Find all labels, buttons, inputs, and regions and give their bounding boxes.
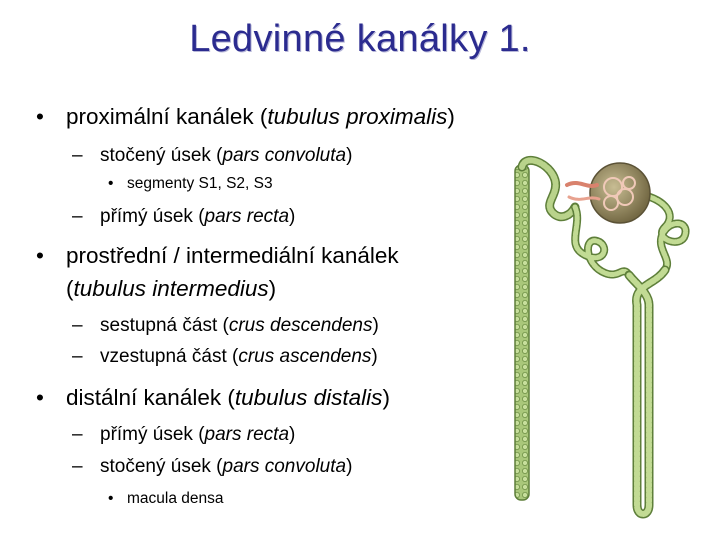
- dash-marker: –: [72, 315, 83, 336]
- dash-marker: –: [72, 145, 83, 166]
- bullet-proximal-recta: – přímý úsek (pars recta): [72, 206, 296, 227]
- bullet-segments: • segmenty S1, S2, S3: [108, 175, 273, 192]
- bullet-descendens: – sestupná část (crus descendens): [72, 315, 379, 336]
- bullet-marker: •: [108, 490, 114, 507]
- dash-marker: –: [72, 346, 83, 367]
- bullet-marker: •: [36, 243, 44, 268]
- dash-marker: –: [72, 206, 83, 227]
- bullet-intermediate: • prostřední / intermediální kanálek: [36, 243, 399, 268]
- bullet-marker: •: [108, 175, 114, 192]
- bullet-marker: •: [36, 385, 44, 410]
- bullet-marker: •: [36, 104, 44, 129]
- bullet-ascendens: – vzestupná část (crus ascendens): [72, 346, 378, 367]
- bullet-macula-densa: • macula densa: [108, 490, 224, 507]
- glomerulus: [590, 163, 650, 223]
- dash-marker: –: [72, 456, 83, 477]
- bullet-distal-convoluta: – stočený úsek (pars convoluta): [72, 456, 353, 477]
- bullet-distal: • distální kanálek (tubulus distalis): [36, 385, 390, 410]
- bullet-intermediate-continuation: (tubulus intermedius): [66, 276, 277, 301]
- efferent-arteriole: [569, 197, 599, 199]
- nephron-illustration: [505, 155, 705, 525]
- bullet-distal-recta: – přímý úsek (pars recta): [72, 424, 296, 445]
- collecting-duct: [515, 165, 529, 500]
- bullet-proximal: • proximální kanálek (tubulus proximalis): [36, 104, 455, 129]
- slide-title: Ledvinné kanálky 1.: [189, 18, 531, 60]
- dash-marker: –: [72, 424, 83, 445]
- bullet-proximal-convoluta: – stočený úsek (pars convoluta): [72, 145, 353, 166]
